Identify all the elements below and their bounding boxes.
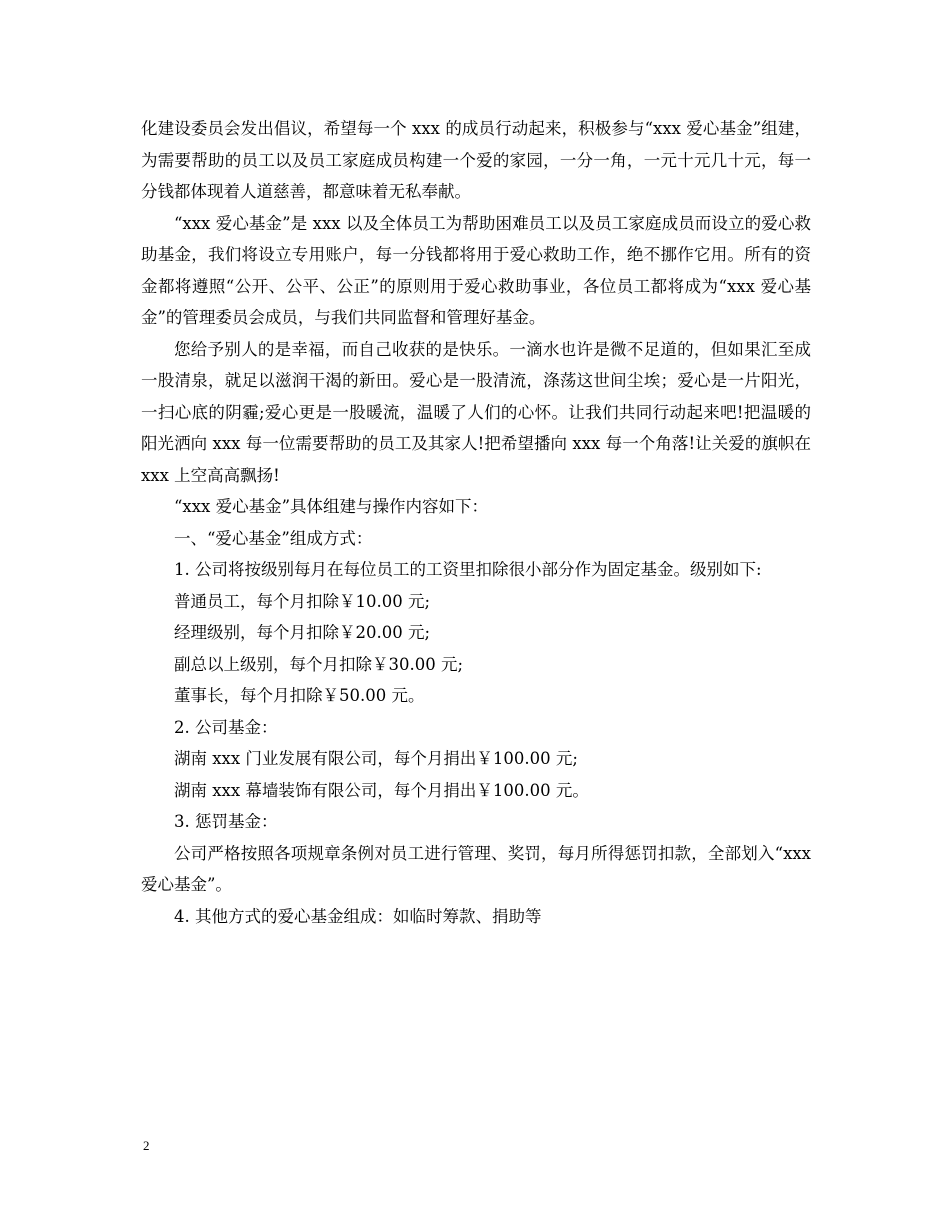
paragraph-operation-intro: “xxx 爱心基金”具体组建与操作内容如下： xyxy=(174,497,489,516)
page-number: 2 xyxy=(143,1138,150,1153)
paragraph-fund-description: “xxx 爱心基金”是 xxx 以及全体员工为帮助困难员工以及员工家庭成员而设立的爱心救助基金，我们将设立专用账户，每一分钱都将用于爱心救助工作，绝不挪作它用。所有的资金都将遵照“公开、公平、公正”的原则用于爱心救助事业，各位员工都将成为“xxx 爱心基金”的管理委员会成员，与我们共同监督和管理好基金。 xyxy=(141,213,811,327)
section-heading-composition: 一、“爱心基金”组成方式： xyxy=(174,528,373,548)
penalty-fund-description: 公司严格按照各项规章条例对员工进行管理、奖罚，每月所得惩罚扣款，全部划入“xxx 爱心基金”。 xyxy=(141,843,811,894)
deduction-vice-president: 副总以上级别，每个月扣除￥30.00 元; xyxy=(174,654,464,674)
document-body xyxy=(141,113,811,932)
item-3-penalty-fund: 3. 惩罚基金： xyxy=(174,812,278,831)
item-2-company-fund: 2. 公司基金： xyxy=(174,717,278,737)
deduction-manager: 经理级别，每个月扣除￥20.00 元; xyxy=(174,623,431,642)
item-1-fixed-fund: 1. 公司将按级别每月在每位员工的工资里扣除很小部分作为固定基金。级别如下: xyxy=(174,560,762,579)
deduction-regular-staff: 普通员工，每个月扣除￥10.00 元; xyxy=(174,591,431,611)
company-donation-curtain-wall: 湖南 xxx 幕墙装饰有限公司，每个月捐出￥100.00 元。 xyxy=(174,780,589,800)
company-donation-door: 湖南 xxx 门业发展有限公司，每个月捐出￥100.00 元; xyxy=(174,749,578,768)
paragraph-appeal: 您给予别人的是幸福，而自己收获的是快乐。一滴水也许是微不足道的，但如果汇至成一股清泉，就足以滋润干渴的新田。爱心是一股清流，涤荡这世间尘埃；爱心是一片阳光，一扫心底的阴霾;爱心更是一股暖流，温暖了人们的心怀。让我们共同行动起来吧!把温暖的阳光洒向 xxx 每一位需要帮助的员工及其家人!把希望播向 xxx 每一个角落!让关爱的旗帜在 xxx 上空高高飘扬! xyxy=(141,339,811,485)
paragraph-initiative-continuation: 化建设委员会发出倡议，希望每一个 xxx 的成员行动起来，积极参与“xxx 爱心基金”组建，为需要帮助的员工以及员工家庭成员构建一个爱的家园，一分一角，一元十元几十元，每一分钱都体现着人道慈善，都意味着无私奉献。 xyxy=(141,119,811,201)
item-4-other-sources: 4. 其他方式的爱心基金组成：如临时筹款、捐助等 xyxy=(174,906,542,926)
deduction-chairman: 董事长，每个月扣除￥50.00 元。 xyxy=(174,686,425,705)
